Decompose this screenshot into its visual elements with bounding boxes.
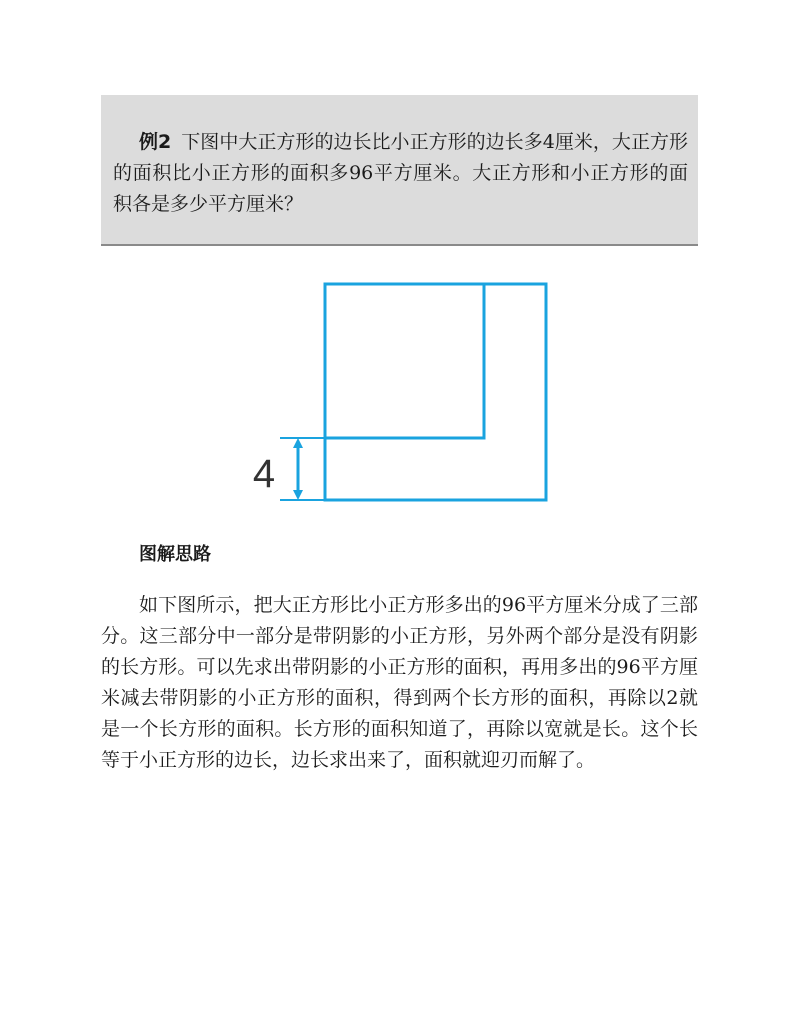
squares-diagram <box>240 275 560 515</box>
solution-text: 如下图所示，把大正方形比小正方形多出的96平方厘米分成了三部分。这三部分中一部分是带阴影的小正方形，另外两个部分是没有阴影的长方形。可以先求出带阴影的小正方形的面积，再用多出的96平方厘米减去带阴影的小正方形的面积，得到两个长方形的面积，再除以2就是一个长方形的面积。长方形的面积知道了，再除以宽就是长。这个长等于小正方形的边长，边长求出来了，面积就迎刃而解了。 <box>101 594 698 771</box>
dimension-label: 4 <box>252 452 276 496</box>
small-square <box>325 284 484 438</box>
large-square <box>325 284 546 500</box>
example-label: 例2 <box>139 131 172 153</box>
solution-heading: 图解思路 <box>139 544 211 565</box>
squares-diagram-svg <box>240 275 560 515</box>
example-problem-text <box>113 127 688 220</box>
example-problem-box <box>101 95 698 246</box>
example-question: 下图中大正方形的边长比小正方形的边长多4厘米，大正方形的面积比小正方形的面积多96平方厘米。大正方形和小正方形的面积各是多少平方厘米？ <box>113 131 688 215</box>
